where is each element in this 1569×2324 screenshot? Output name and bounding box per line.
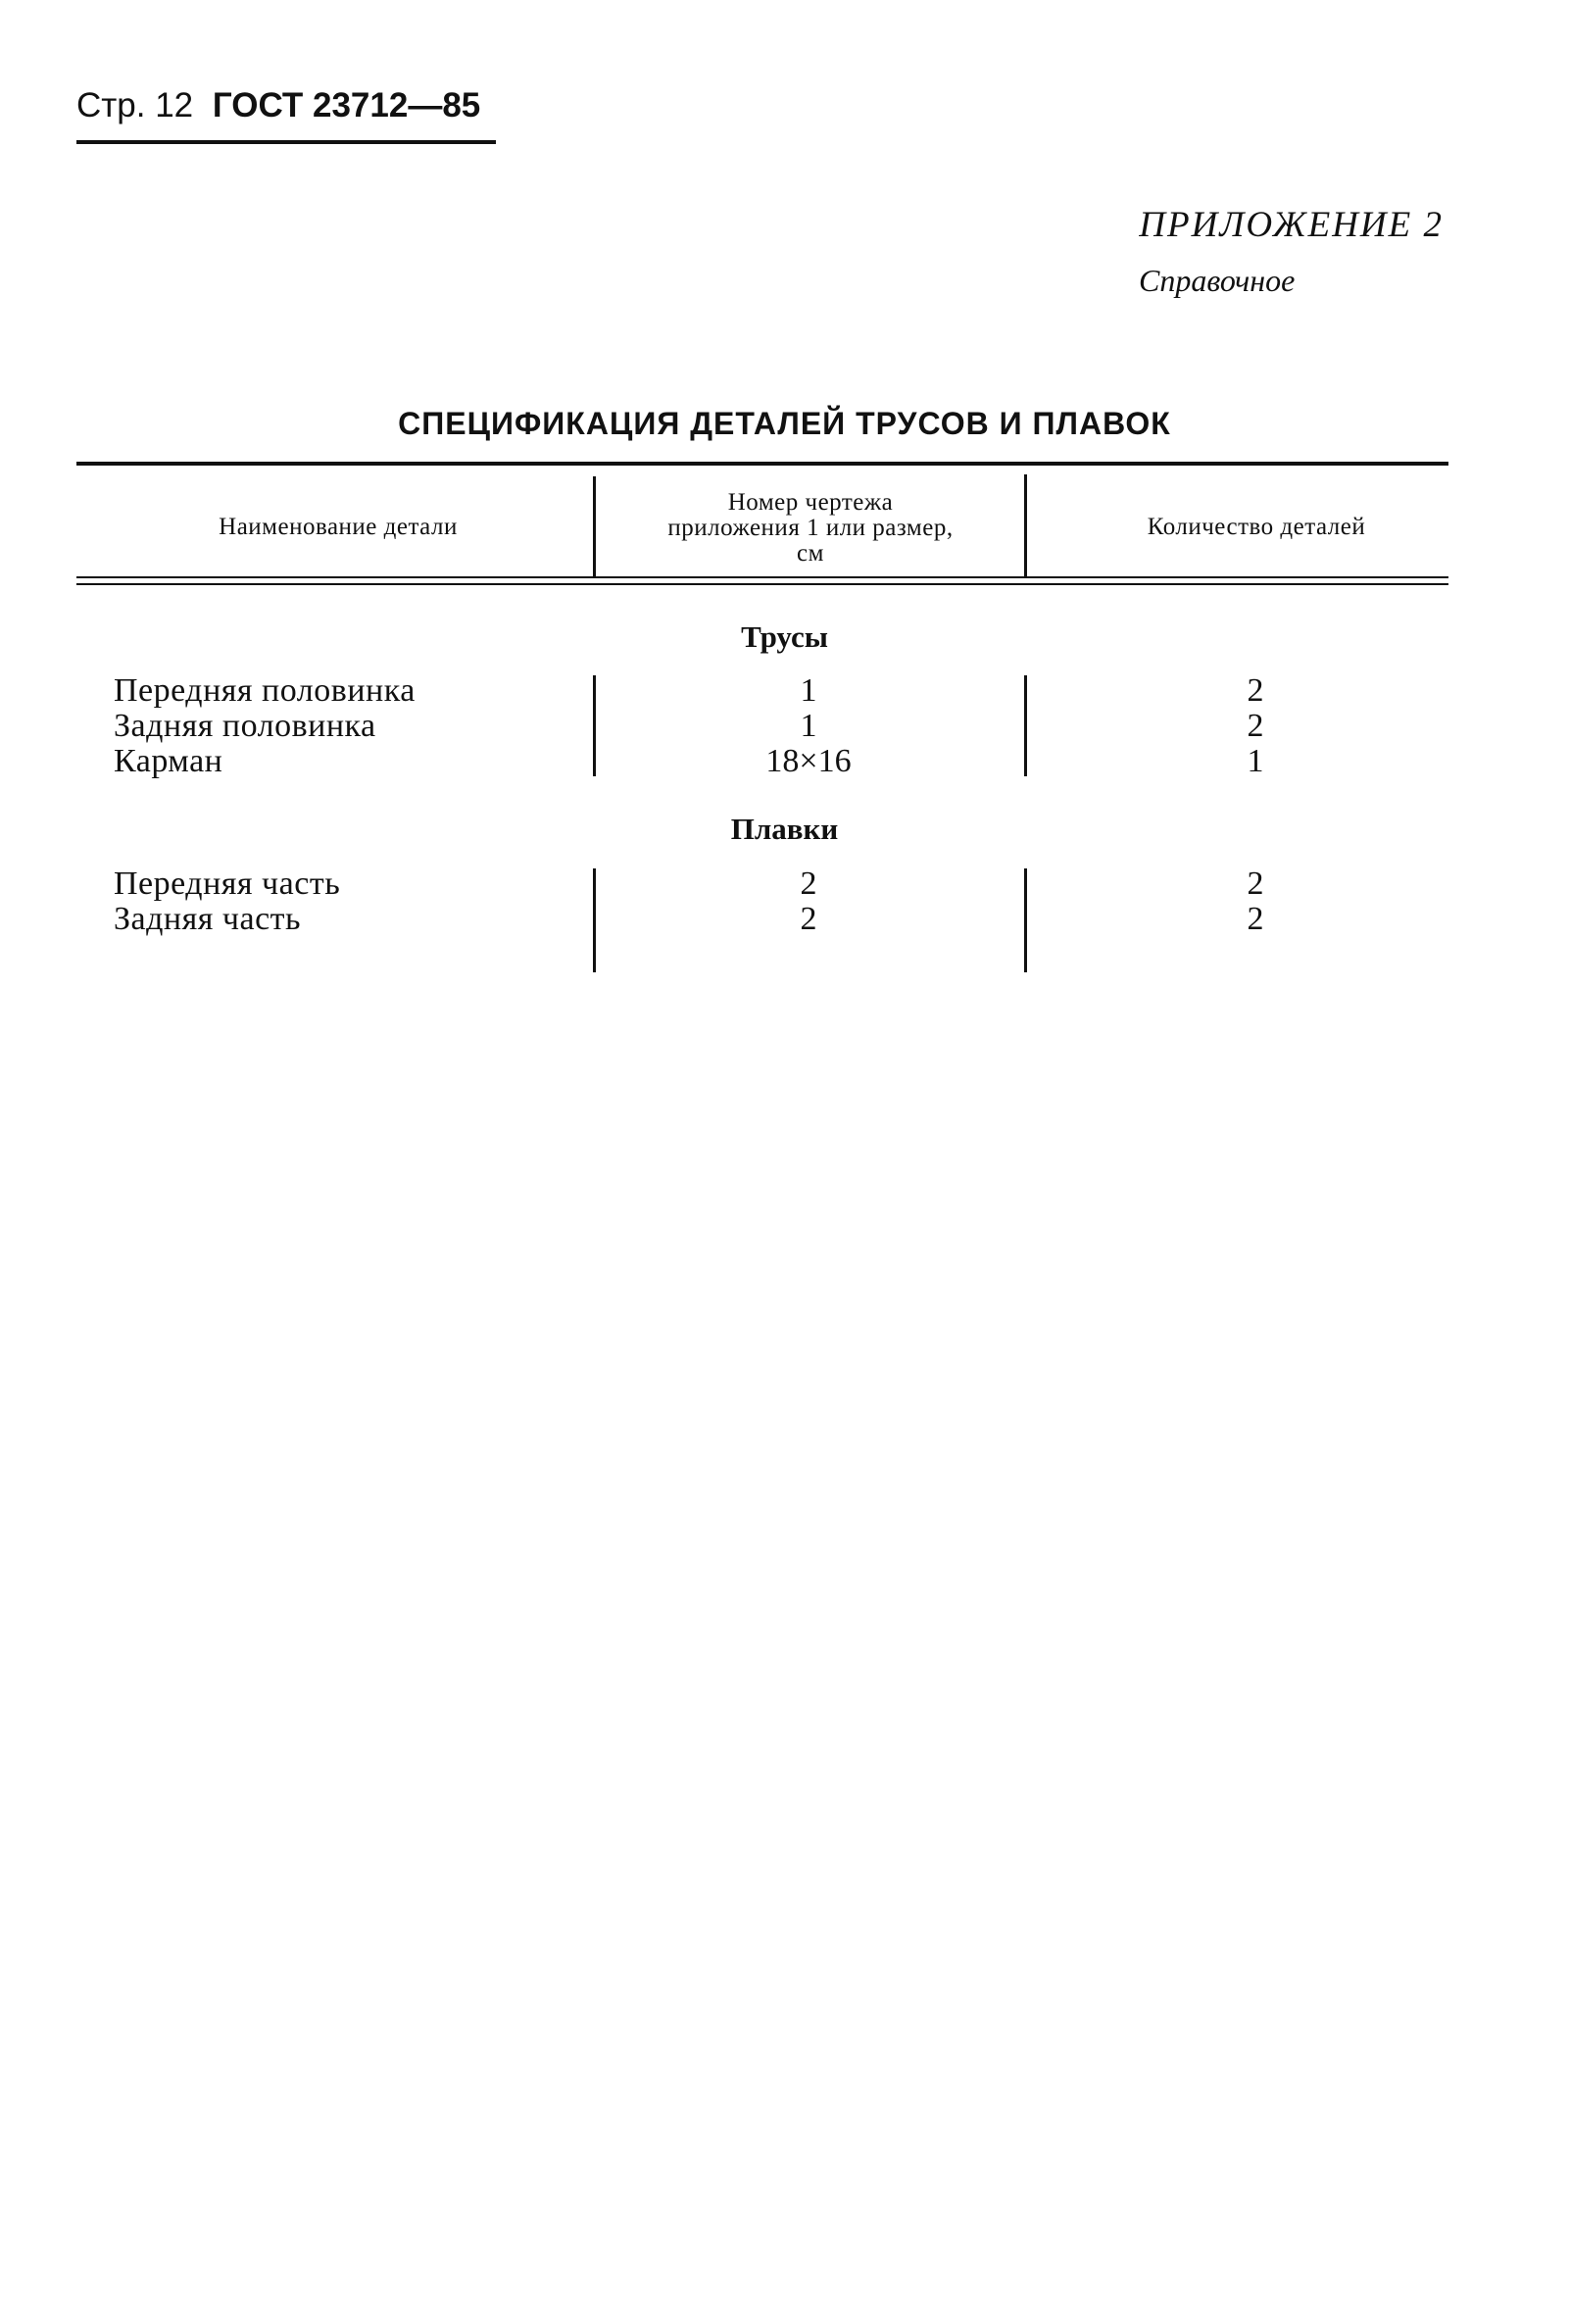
document-title: СПЕЦИФИКАЦИЯ ДЕТАЛЕЙ ТРУСОВ И ПЛАВОК [398,406,1171,441]
appendix-title: ПРИЛОЖЕНИЕ 2 [1139,205,1444,245]
section-title: Плавки [730,812,839,846]
column-header-drawing-line: см [797,540,824,567]
table-row-name: Передняя часть [114,865,341,902]
table-row-drawing: 1 [800,708,817,744]
table-top-rule [76,462,1448,466]
table-header-rule [76,576,1448,578]
column-header-name: Наименование детали [219,514,458,540]
column-header-drawing [600,490,1021,567]
table-row-quantity: 2 [1247,672,1264,709]
header-rule [76,140,496,144]
table-row-name: Передняя половинка [114,672,416,709]
table-row-drawing: 2 [800,865,817,902]
column-divider [1024,474,1027,576]
appendix-subtitle: Справочное [1139,263,1296,298]
page-header [76,86,480,125]
table-row-quantity: 1 [1247,743,1264,779]
standard-number: ГОСТ 23712—85 [212,86,481,124]
table-row-name: Задняя часть [114,901,302,937]
section-title: Трусы [741,619,828,654]
table-row-drawing: 2 [800,901,817,937]
column-divider [593,476,596,576]
table-row-quantity: 2 [1247,865,1264,902]
table-row-name: Задняя половинка [114,708,376,744]
table-row-quantity: 2 [1247,901,1264,937]
column-header-drawing-line: Номер чертежа [727,489,894,516]
column-header-drawing-line: приложения 1 или размер, [667,515,954,541]
column-header-quantity: Количество деталей [1147,514,1366,540]
page-number: Стр. 12 [76,86,194,124]
table-header-rule-double [76,583,1448,585]
table-row-name: Карман [114,743,223,779]
table-row-drawing: 18×16 [765,743,852,779]
table-row-drawing: 1 [800,672,817,709]
table-row-quantity: 2 [1247,708,1264,744]
